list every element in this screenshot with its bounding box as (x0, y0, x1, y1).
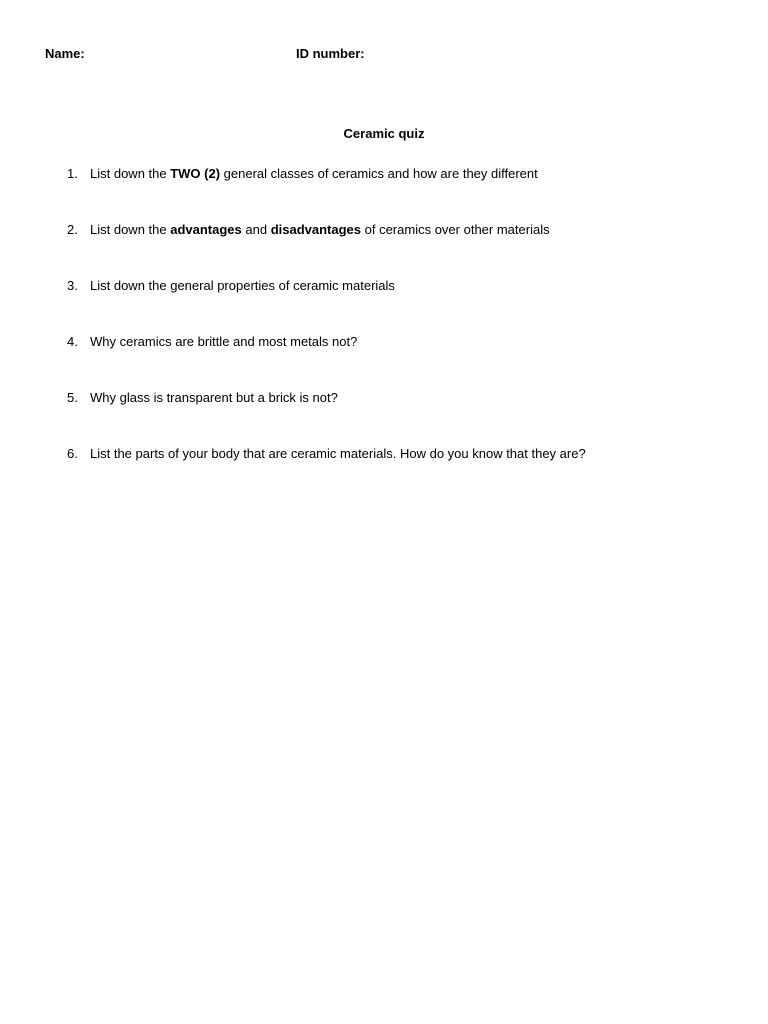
question-number: 1. (67, 166, 78, 181)
question-number: 5. (67, 390, 78, 405)
name-label: Name: (45, 46, 85, 61)
question-text (90, 221, 550, 239)
question-text-part: List down the (90, 222, 171, 237)
question-text-emphasis: TWO (2) (170, 166, 221, 181)
question-number: 2. (67, 222, 78, 237)
question-text: Why ceramics are brittle and most metals not? (90, 334, 358, 349)
question-text: List down the general properties of ceramic materials (90, 278, 395, 293)
question-text-emphasis: advantages (170, 222, 242, 237)
question-text-part: general classes of ceramics and how are they different (220, 166, 538, 181)
question-number: 4. (67, 334, 78, 349)
question-text: Why glass is transparent but a brick is not? (90, 390, 338, 405)
question-number: 3. (67, 278, 78, 293)
page-title: Ceramic quiz (343, 126, 425, 141)
question-text-emphasis: disadvantages (270, 222, 362, 237)
question-text-part: of ceramics over other materials (361, 222, 550, 237)
question-number: 6. (67, 446, 78, 461)
id-number-label: ID number: (296, 46, 365, 61)
question-text-part: and (241, 222, 271, 237)
question-text (90, 165, 538, 183)
question-text-part: List down the (90, 166, 171, 181)
question-text: List the parts of your body that are ceramic materials. How do you know that they are? (90, 446, 586, 461)
